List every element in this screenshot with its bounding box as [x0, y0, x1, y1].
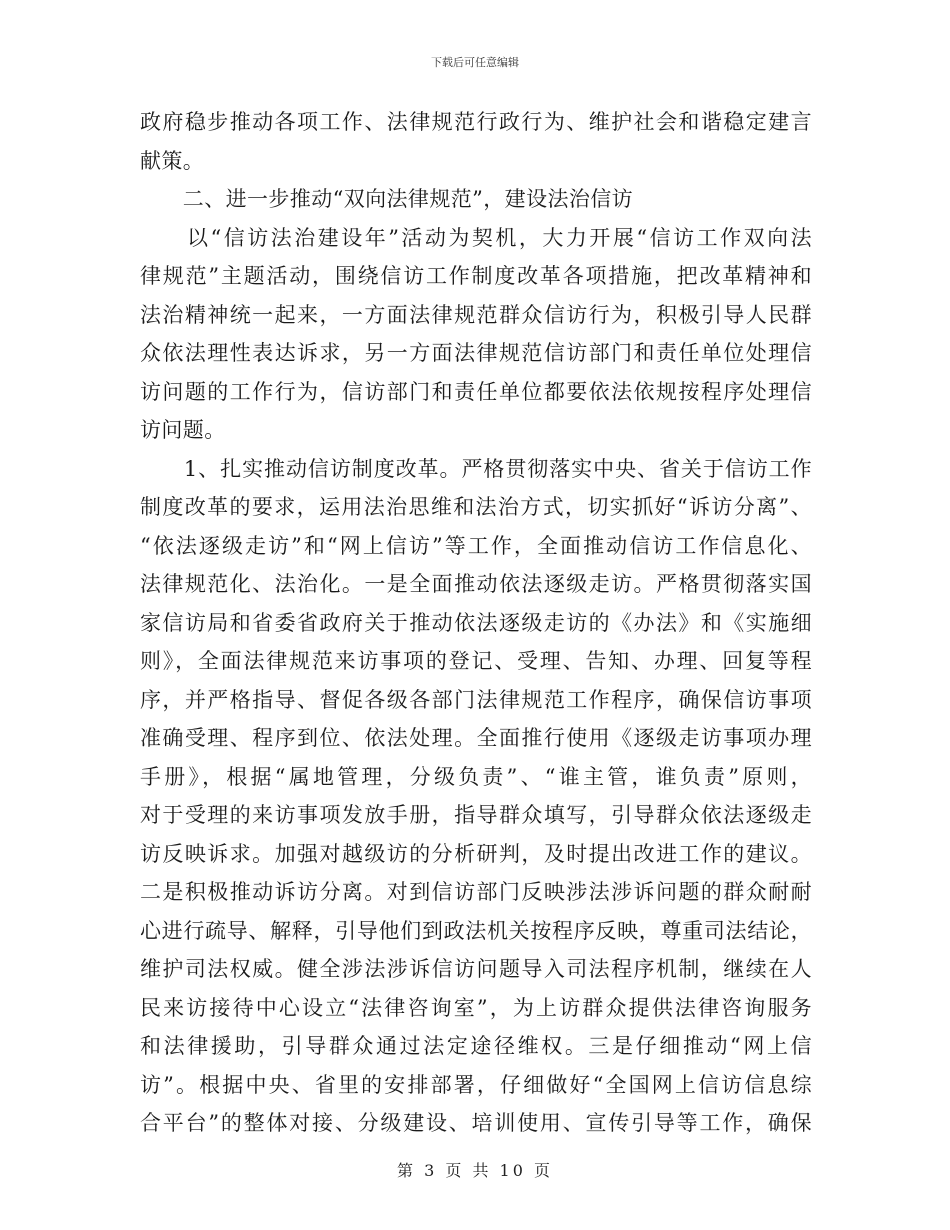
text-line: 献策。: [140, 148, 205, 173]
text-line: 政府稳步推动各项工作、法律规范行政行为、维护社会和谐稳定建言: [140, 110, 812, 134]
text-line: 访反映诉求。加强对越级访的分析研判，及时提出改进工作的建议。: [140, 841, 812, 866]
text-line: 对于受理的来访事项发放手册，指导群众填写，引导群众依法逐级走: [140, 803, 812, 827]
text-line: 访问题的工作行为，信访部门和责任单位都要依法依规按程序处理信: [140, 379, 812, 404]
text-line: 众依法理性表达诉求，另一方面法律规范信访部门和责任单位处理信: [140, 341, 812, 365]
text-line: 合平台”的整体对接、分级建设、培训使用、宣传引导等工作，确保: [140, 1111, 812, 1135]
text-line: 制度改革的要求，运用法治思维和法治方式，切实抓好“诉访分离”、: [140, 495, 812, 519]
text-line: 法律规范化、法治化。一是全面推动依法逐级走访。严格贯彻落实国: [140, 572, 812, 596]
text-line: 手册》，根据“属地管理，分级负责”、“谁主管，谁负责”原则，: [140, 764, 812, 789]
document-body: [140, 103, 812, 1143]
page-footer: 第 3 页 共 10 页: [397, 1161, 553, 1180]
text-line: 维护司法权威。健全涉法涉诉信访问题导入司法程序机制，继续在人: [140, 957, 812, 981]
text-line: 则》，全面法律规范来访事项的登记、受理、告知、办理、回复等程: [140, 649, 812, 673]
text-line: 心进行疏导、解释，引导他们到政法机关按程序反映，尊重司法结论，: [140, 918, 812, 943]
text-line: 以“信访法治建设年”活动为契机，大力开展“信访工作双向法: [140, 225, 812, 250]
text-line: 律规范”主题活动，围绕信访工作制度改革各项措施，把改革精神和: [140, 264, 812, 288]
text-line: 家信访局和省委省政府关于推动依法逐级走访的《办法》和《实施细: [140, 610, 812, 635]
text-line: “依法逐级走访”和“网上信访”等工作，全面推动信访工作信息化、: [140, 533, 812, 558]
text-line: 序，并严格指导、督促各级各部门法律规范工作程序，确保信访事项: [140, 687, 812, 712]
text-line: 访问题。: [140, 418, 226, 442]
text-line: 二是积极推动诉访分离。对到信访部门反映涉法涉诉问题的群众耐耐: [140, 880, 812, 904]
text-line: 准确受理、程序到位、依法处理。全面推行使用《逐级走访事项办理: [140, 726, 812, 750]
text-line: 访”。根据中央、省里的安排部署，仔细做好“全国网上信访信息综: [140, 1072, 812, 1097]
text-line: 和法律援助，引导群众通过法定途径维权。三是仔细推动“网上信: [140, 1034, 812, 1058]
text-line: 民来访接待中心设立“法律咨询室”，为上访群众提供法律咨询服务: [140, 995, 812, 1020]
text-line: 二、进一步推动“双向法律规范”，建设法治信访: [140, 187, 634, 211]
page-header: 下载后可任意编辑: [431, 56, 519, 69]
text-line: 法治精神统一起来，一方面法律规范群众信访行为，积极引导人民群: [140, 302, 812, 327]
text-line: 1、扎实推动信访制度改革。严格贯彻落实中央、省关于信访工作: [140, 456, 812, 481]
